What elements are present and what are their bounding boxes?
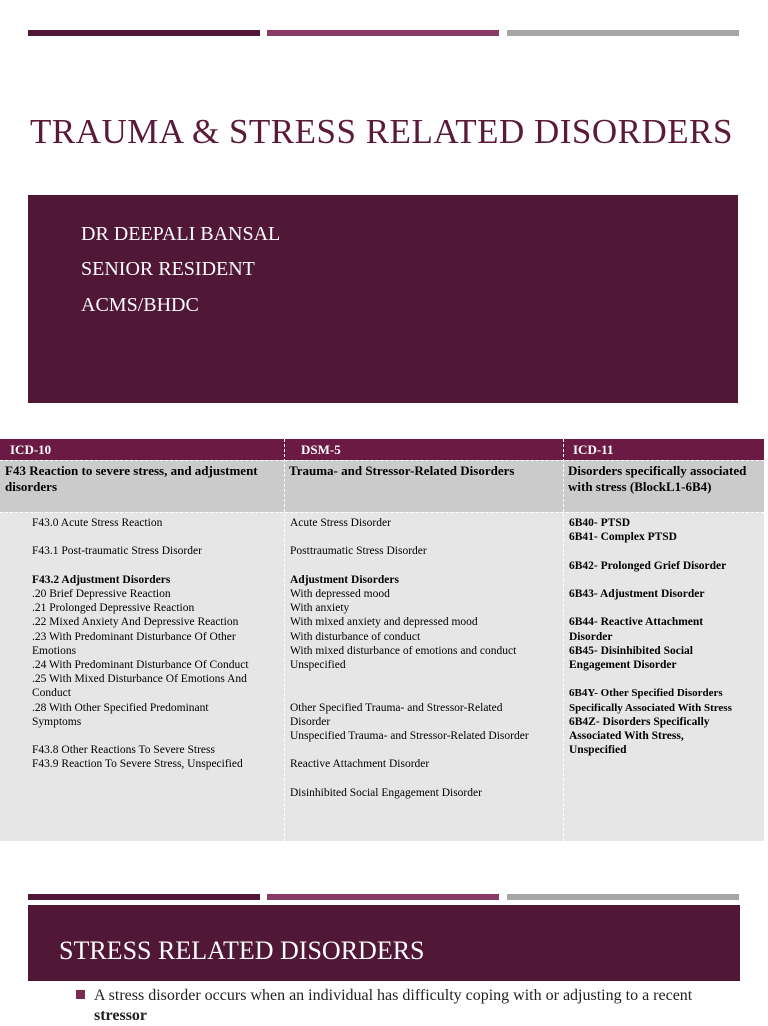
dsm5-line: With depressed mood — [290, 587, 390, 600]
icd10-line: .28 With Other Specified Predominant — [32, 701, 209, 714]
icd11-line: 6B45- Disinhibited Social — [569, 644, 693, 657]
bottom-bar-gray — [507, 894, 739, 900]
subheader-icd10: F43 Reaction to severe stress, and adjustment disorders — [0, 460, 284, 512]
dsm5-line: Adjustment Disorders — [290, 573, 399, 586]
icd11-line: 6B40- PTSD — [569, 517, 631, 529]
author-box — [28, 195, 738, 403]
bottom-bar-mauve — [267, 894, 499, 900]
dsm5-line: Posttraumatic Stress Disorder — [290, 545, 427, 558]
icd10-line: .21 Prolonged Depressive Reaction — [32, 602, 195, 615]
icd10-line: .20 Brief Depressive Reaction — [32, 587, 171, 600]
bullet-bold-term: stressor — [94, 1007, 148, 1024]
body-icd10 — [0, 512, 284, 841]
icd11-line: 6B42- Prolonged Grief Disorder — [569, 559, 727, 572]
icd10-line: F43.1 Post-traumatic Stress Disorder — [32, 545, 202, 558]
icd10-line: Conduct — [32, 687, 71, 700]
column-divider — [563, 439, 564, 841]
icd11-line: Disorder — [569, 630, 613, 643]
dsm5-line: Reactive Attachment Disorder — [290, 758, 430, 771]
subheader-icd11: Disorders specifically associated with stress (BlockL1-6B4) — [563, 460, 764, 512]
top-bar-gray — [507, 30, 739, 36]
icd10-line: .24 With Predominant Disturbance Of Conduct — [32, 659, 249, 671]
icd10-line: .22 Mixed Anxiety And Depressive Reaction — [32, 616, 239, 629]
icd10-line: .25 With Mixed Disturbance Of Emotions And — [32, 673, 247, 686]
row-divider — [0, 512, 764, 513]
icd11-line: 6B43- Adjustment Disorder — [569, 587, 705, 600]
dsm5-line: Other Specified Trauma- and Stressor-Related — [290, 701, 503, 714]
dsm5-line: With disturbance of conduct — [290, 630, 421, 643]
author-position: SENIOR RESIDENT — [81, 258, 255, 280]
bottom-bar-dark — [28, 894, 260, 900]
icd11-line: Engagement Disorder — [569, 658, 677, 671]
dsm5-line: Disinhibited Social Engagement Disorder — [290, 786, 482, 799]
author-name: DR DEEPALI BANSAL — [81, 223, 281, 245]
dsm5-line: With mixed anxiety and depressed mood — [290, 616, 478, 629]
dsm5-line: Unspecified — [290, 659, 346, 671]
icd10-line: Symptoms — [32, 715, 82, 728]
dsm5-line: Disorder — [290, 715, 331, 728]
subheader-dsm5: Trauma- and Stressor-Related Disorders — [284, 460, 563, 512]
dsm5-line: With mixed disturbance of emotions and conduct — [290, 644, 517, 657]
dsm5-line: With anxiety — [290, 602, 350, 615]
dsm5-line: Unspecified Trauma- and Stressor-Related Disorder — [290, 729, 529, 742]
header-dsm5: DSM-5 — [284, 439, 563, 460]
bullet-icon — [76, 990, 85, 999]
icd11-line: 6B4Y- Other Specified Disorders — [569, 687, 723, 700]
icd10-line: .23 With Predominant Disturbance Of Other — [32, 630, 236, 643]
row-divider — [0, 460, 764, 461]
body-icd11 — [563, 512, 764, 841]
section-title: STRESS RELATED DISORDERS — [59, 936, 425, 965]
icd11-line: Unspecified — [569, 744, 627, 757]
icd10-line: F43.2 Adjustment Disorders — [32, 573, 171, 586]
header-icd10: ICD-10 — [0, 439, 284, 460]
header-icd11: ICD-11 — [563, 439, 764, 460]
icd10-line: Emotions — [32, 644, 77, 657]
slide-title: TRAUMA & STRESS RELATED DISORDERS — [30, 112, 733, 151]
column-divider — [284, 439, 285, 841]
bullet-text: A stress disorder occurs when an individual has difficulty coping with or adjusting to a recent stressor — [94, 987, 693, 1024]
icd11-line: 6B4Z- Disorders Specifically — [569, 715, 710, 728]
section-header — [28, 905, 740, 981]
dsm5-line: Acute Stress Disorder — [290, 517, 391, 529]
icd10-line: F43.9 Reaction To Severe Stress, Unspecified — [32, 758, 243, 771]
icd11-line: Associated With Stress, — [569, 729, 684, 742]
body-dsm5 — [284, 512, 563, 841]
top-bar-dark — [28, 30, 260, 36]
top-bar-mauve — [267, 30, 499, 36]
icd10-line: F43.0 Acute Stress Reaction — [32, 517, 163, 529]
icd11-line: 6B44- Reactive Attachment — [569, 616, 704, 629]
icd10-line: F43.8 Other Reactions To Severe Stress — [32, 744, 215, 757]
icd11-line: 6B41- Complex PTSD — [569, 531, 677, 544]
author-institution: ACMS/BHDC — [81, 294, 199, 316]
icd11-line: Specifically Associated With Stress — [569, 701, 732, 714]
classification-table — [0, 439, 764, 841]
